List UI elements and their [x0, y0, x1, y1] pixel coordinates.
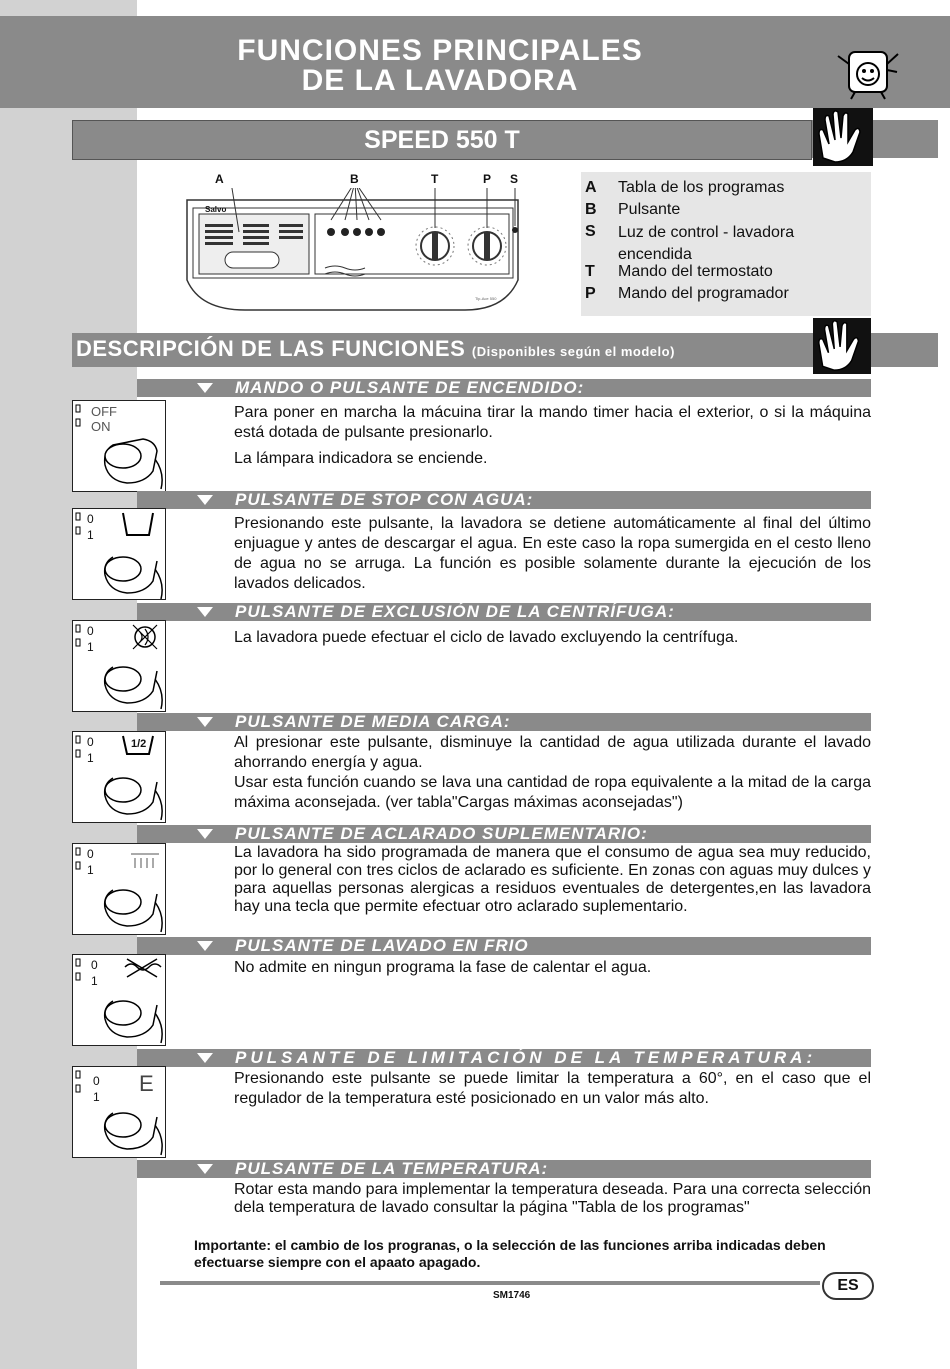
section-text: Al presionar este pulsante, disminuye la cantidad de agua utilizada durante el lavado ahorrando energía y agua. Usar esta función cuando se lava una cantidad de ropa equivalente a la mitad de la carga máxima aconsejada. (ver tabla"Cargas máximas aconsejadas") — [234, 734, 871, 811]
section-text: Rotar esta mando para implementar la temperatura deseada. Para una correcta selección dela temperatura de lavado consultar la página "Tabla de los programas" — [234, 1181, 871, 1216]
description-subtitle: (Disponibles según el modelo) — [471, 344, 675, 359]
document-code: SM1746 — [493, 1290, 531, 1301]
state-0-label: 0 — [87, 847, 94, 861]
section-text: Presionando este pulsante, la lavadora se detiene automáticamente al final del último enjuague y antes de descargar el agua. En este caso la ropa sumergida en el cesto lleno de agua no se arruga. La función es posible solamente durante la ejecución de los lavados delicados. — [234, 515, 871, 592]
triangle-bullet-icon — [197, 495, 213, 505]
state-1-label: 1 — [91, 974, 98, 988]
state-1-label: 1 — [87, 640, 94, 654]
triangle-bullet-icon — [197, 1053, 213, 1063]
state-on-label: ON — [91, 419, 111, 434]
state-1-label: 1 — [87, 751, 94, 765]
no-spin-button-icon — [72, 620, 166, 712]
section-header: PULSANTE DE ACLARADO SUPLEMENTARIO: — [137, 825, 871, 843]
section-text: Presionando este pulsante se puede limitar la temperatura a 60°, en el caso que el regulador de la temperatura esté posicionado en un valor más alto. — [234, 1070, 871, 1107]
section-header: MANDO O PULSANTE DE ENCENDIDO: — [137, 379, 871, 397]
stop-water-button-icon — [72, 508, 166, 600]
description-title: DESCRIPCIÓN DE LAS FUNCIONES (Disponibles según el modelo) — [76, 336, 675, 361]
section-text: Para poner en marcha la mácuina tirar la mando timer hacia el exterior, o si la máquina está dotada de pulsante presionarlo. La lámpara indicadora se enciende. — [234, 404, 871, 467]
state-1-label: 1 — [87, 528, 94, 542]
section-text: No admite en ningun programa la fase de calentar el agua. — [234, 959, 652, 976]
button-press-icon — [73, 955, 165, 1045]
hand-box — [813, 108, 873, 166]
page-title-line1: FUNCIONES PRINCIPALES — [237, 34, 643, 67]
temperature-limit-button-icon — [72, 1066, 166, 1158]
extra-rinse-button-icon — [72, 843, 166, 935]
control-panel-diagram — [185, 188, 520, 313]
state-off-label: OFF — [91, 404, 117, 419]
panel-label-t: T — [431, 172, 439, 186]
section-text: La lavadora ha sido programada de manera que el consumo de agua sea muy reducido, por lo general con tres ciclos de aclarado es suficiente. En zonas con aguas muy dulces y para aquellas personas alergicas a residuos eventuales de detergentes,en las lavadora hay una tecla que permite efectuar otro aclarado suplementario. — [234, 844, 871, 915]
triangle-bullet-icon — [197, 607, 213, 617]
section-header: PULSANTE DE LIMITACIÓN DE LA TEMPERATURA: — [137, 1049, 871, 1067]
state-1-label: 1 — [87, 863, 94, 877]
triangle-bullet-icon — [197, 383, 213, 393]
section-header: PULSANTE DE EXCLUSIÓN DE LA CENTRÍFUGA: — [137, 603, 871, 621]
page-title — [0, 36, 880, 96]
panel-label-a: A — [215, 172, 224, 186]
panel-label-p: P — [483, 172, 492, 186]
language-badge: ES — [822, 1272, 874, 1300]
triangle-bullet-icon — [197, 829, 213, 839]
triangle-bullet-icon — [197, 717, 213, 727]
half-load-label: 1/2 — [131, 738, 147, 750]
button-press-icon — [73, 401, 165, 491]
state-0-label: 0 — [87, 624, 94, 638]
state-1-label: 1 — [93, 1090, 100, 1104]
footer-divider — [160, 1281, 820, 1285]
section-text: La lavadora puede efectuar el ciclo de lavado excluyendo la centrífuga. — [234, 629, 739, 646]
cold-wash-button-icon — [72, 954, 166, 1046]
section-header: PULSANTE DE STOP CON AGUA: — [137, 491, 871, 509]
model-title: SPEED 550 T — [364, 126, 520, 154]
legend-box: A Tabla de los programas B Pulsante S Luz de control - lavadora encendida T Mando del termostato P Mando del programador — [581, 172, 871, 316]
power-button-icon — [72, 400, 166, 492]
washing-machine-mascot-icon — [835, 44, 901, 100]
hand-icon — [813, 318, 871, 374]
state-0-label: 0 — [93, 1074, 100, 1088]
state-0-label: 0 — [87, 735, 94, 749]
page-title-line2: DE LA LAVADORA — [301, 64, 579, 97]
triangle-bullet-icon — [197, 941, 213, 951]
state-0-label: 0 — [91, 958, 98, 972]
panel-label-s: S — [510, 172, 519, 186]
triangle-bullet-icon — [197, 1164, 213, 1174]
section-header: PULSANTE DE LA TEMPERATURA: — [137, 1160, 871, 1178]
section-header: PULSANTE DE MEDIA CARGA: — [137, 713, 871, 731]
panel-model-small: Tip-Ace 550 — [475, 296, 497, 301]
important-note: Importante: el cambio de los progranas, o la selección de las funciones arriba indicadas deben efectuarse siempre con el apaato apagado. — [194, 1237, 826, 1270]
hand-icon — [813, 108, 873, 166]
section-header: PULSANTE DE LAVADO EN FRIO — [137, 937, 871, 955]
hand-box-2 — [813, 318, 871, 374]
half-load-button-icon — [72, 731, 166, 823]
state-0-label: 0 — [87, 512, 94, 526]
panel-label-b: B — [350, 172, 359, 186]
panel-brand: Salvo — [205, 205, 227, 214]
temperature-limit-label: E — [139, 1071, 154, 1096]
